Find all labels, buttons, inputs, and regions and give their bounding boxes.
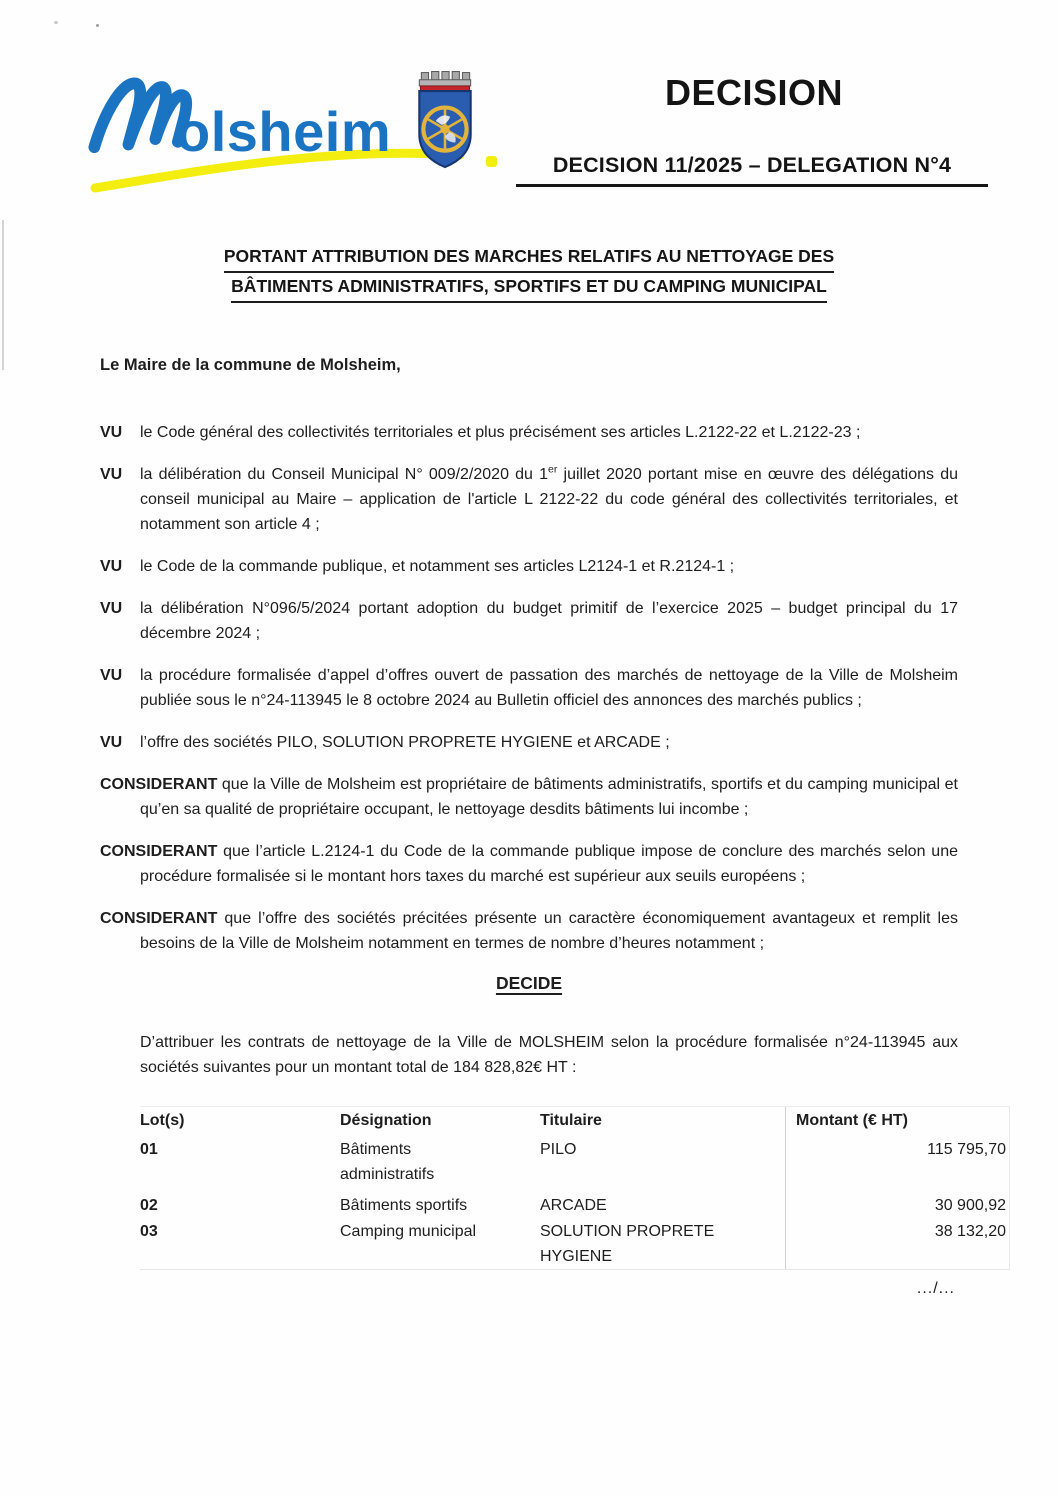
table-cell-titulaire: ARCADE	[540, 1197, 607, 1214]
vu-paragraph	[100, 730, 958, 755]
doc-title-line-1: PORTANT ATTRIBUTION DES MARCHES RELATIFS AU NETTOYAGE DES	[224, 243, 834, 273]
ordinal-superscript: er	[548, 463, 558, 476]
col-header-titulaire: Titulaire	[540, 1112, 602, 1129]
vu-paragraph	[100, 554, 958, 579]
vu-text: la délibération N°096/5/2024 portant adoption du budget primitif de l’exercice 2025 – budget principal du 17 décembre 2024 ;	[140, 600, 958, 642]
considerant-text: que l’article L.2124-1 du Code de la commande publique impose de conclure des marchés selon une procédure formalisée si le montant hors taxes du marché est supérieur aux seuils européens ;	[140, 843, 958, 885]
vu-paragraph	[100, 663, 958, 713]
considerant-label: CONSIDERANT	[100, 910, 218, 927]
doc-title	[100, 243, 958, 303]
col-header-montant: Montant (€ HT)	[785, 1107, 1010, 1136]
vu-text-segment: juillet 2020 portant mise en œuvre des délégations du conseil municipal au Maire – application de l'article L 2122-22 du code général des collectivités territoriales, et notamment son article 4 ;	[140, 466, 958, 533]
decide-paragraph: D’attribuer les contrats de nettoyage de la Ville de MOLSHEIM selon la procédure formalisée n°24-113945 aux sociétés suivantes pour un montant total de 184 828,82€ HT :	[140, 1034, 958, 1076]
table-cell-lot: 02	[140, 1197, 158, 1214]
vu-text-segment: la délibération du Conseil Municipal N° 009/2/2020 du 1	[140, 466, 549, 483]
vu-text: le Code de la commande publique, et notamment ses articles L2124-1 et R.2124-1 ;	[140, 558, 735, 575]
considerant-text: que la Ville de Molsheim est propriétaire de bâtiments administratifs, sportifs et du camping municipal et qu’en sa qualité de propriétaire occupant, le nettoyage desdits bâtiments lui incombe ;	[140, 776, 958, 818]
col-header-designation: Désignation	[340, 1112, 432, 1129]
vu-label: VU	[100, 667, 123, 684]
decide-heading: DECIDE	[495, 973, 563, 993]
logo-wordmark: olsheim	[176, 100, 392, 163]
considerant-paragraph	[100, 839, 958, 889]
vu-text: le Code général des collectivités territoriales et plus précisément ses articles L.2122-22 et L.2122-23 ;	[140, 424, 861, 441]
table-cell-montant: 30 900,92	[785, 1192, 1010, 1218]
vu-label: VU	[100, 558, 123, 575]
decision-title: DECISION	[664, 72, 844, 113]
col-header-lot: Lot(s)	[140, 1112, 185, 1129]
table-cell-titulaire: PILO	[540, 1141, 577, 1158]
table-cell-designation: Bâtiments administratifs	[340, 1141, 435, 1183]
table-cell-lot: 01	[140, 1141, 158, 1158]
table-cell-montant: 38 132,20	[785, 1218, 1010, 1269]
vu-label: VU	[100, 466, 123, 483]
vu-label: VU	[100, 734, 123, 751]
vu-label: VU	[100, 600, 123, 617]
considerant-paragraph	[100, 772, 958, 822]
vu-text: la procédure formalisée d’appel d’offres ouvert de passation des marchés de nettoyage de la Ville de Molsheim publiée sous le n°24-113945 le 8 octobre 2024 au Bulletin officiel des annonces des marchés publics ;	[140, 667, 958, 709]
vu-text: l’offre des sociétés PILO, SOLUTION PROPRETE HYGIENE et ARCADE ;	[140, 734, 670, 751]
salutation: Le Maire de la commune de Molsheim,	[100, 356, 401, 374]
table-cell-designation: Camping municipal	[340, 1223, 477, 1240]
vu-paragraph	[100, 596, 958, 646]
table-cell-titulaire: SOLUTION PROPRETE HYGIENE	[540, 1223, 715, 1265]
table-cell-lot: 03	[140, 1223, 158, 1240]
considerant-label: CONSIDERANT	[100, 843, 218, 860]
continuation-mark: .../...	[916, 1280, 955, 1297]
doc-title-line-2: BÂTIMENTS ADMINISTRATIFS, SPORTIFS ET DU CAMPING MUNICIPAL	[231, 273, 827, 303]
considerant-text: que l’offre des sociétés précitées présente un caractère économiquement avantageux et remplit les besoins de la Ville de Molsheim notamment en termes de nombre d’heures notamment ;	[140, 910, 958, 952]
table-cell-designation: Bâtiments sportifs	[340, 1197, 468, 1214]
considerant-paragraph	[100, 906, 958, 956]
table-cell-montant: 115 795,70	[785, 1136, 1010, 1192]
considerant-label: CONSIDERANT	[100, 776, 218, 793]
vu-paragraph	[100, 420, 958, 445]
awards-table	[140, 1106, 1010, 1270]
vu-label: VU	[100, 424, 123, 441]
vu-paragraph	[100, 462, 958, 537]
decision-reference: DECISION 11/2025 – DELEGATION N°4	[516, 153, 988, 187]
recitals	[100, 420, 958, 956]
